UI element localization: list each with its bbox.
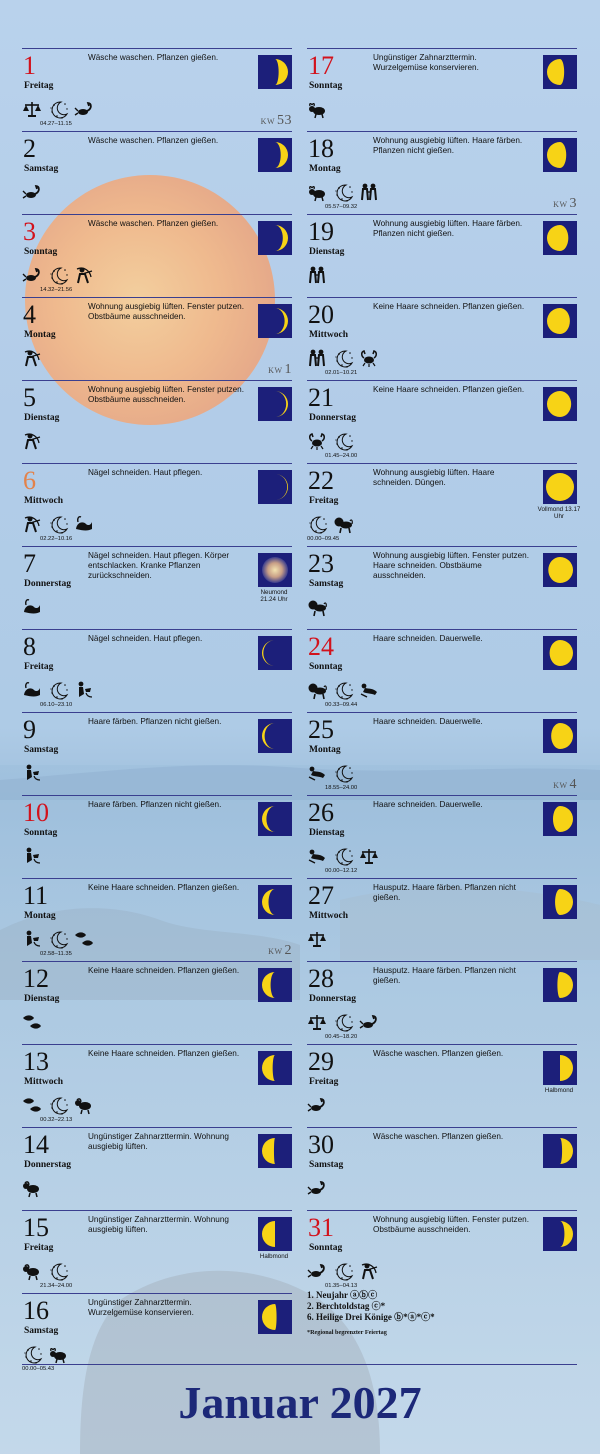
scorpio-icon (307, 1261, 327, 1281)
gemini-icon (307, 265, 327, 285)
weekday-label: Freitag (309, 1077, 339, 1087)
month-title: Januar 2027 (178, 1377, 422, 1428)
moon-phase-icon (258, 387, 292, 421)
day-cell (22, 297, 292, 380)
day-advice: Wäsche waschen. Pflanzen gießen. (88, 53, 219, 62)
cancer-icon (307, 431, 327, 451)
calendar-week-prefix: KW (553, 200, 568, 209)
day-cell (307, 214, 577, 297)
sagittarius-icon (359, 1261, 379, 1281)
leo-icon (307, 597, 327, 617)
aquarius-icon (74, 680, 94, 700)
day-advice: Haare schneiden. Dauerwelle. (373, 634, 483, 643)
day-advice: Hausputz. Haare färben. Pflanzen nicht gießen. (373, 966, 516, 985)
moon-icon (333, 763, 355, 785)
day-number: 29 (308, 1047, 334, 1076)
day-advice: Wäsche waschen. Pflanzen gießen. (88, 136, 219, 145)
calendar-week-prefix: KW (268, 366, 283, 375)
moon-phase-icon (258, 470, 292, 504)
day-advice: Keine Haare schneiden. Pflanzen gießen. (88, 966, 240, 975)
calendar-week-prefix: KW (553, 781, 568, 790)
day-number: 15 (23, 1213, 49, 1242)
day-number: 24 (308, 632, 334, 661)
day-advice: Wäsche waschen. Pflanzen gießen. (373, 1049, 504, 1058)
day-advice: Keine Haare schneiden. Pflanzen gießen. (88, 1049, 240, 1058)
day-number: 6 (23, 466, 36, 495)
day-cell (307, 1210, 577, 1293)
scorpio-icon (22, 265, 42, 285)
calendar-week-label (261, 113, 292, 129)
day-cell (307, 712, 577, 795)
day-cell (22, 795, 292, 878)
day-advice: Haare schneiden. Dauerwelle. (373, 717, 483, 726)
weekday-label: Sonntag (309, 1243, 343, 1253)
day-number: 31 (308, 1213, 334, 1242)
moon-time-range: 00.00–09.45 (307, 536, 340, 542)
day-advice: Ungünstiger Zahnarzttermin. Wohnung ausgiebig lüften. (88, 1132, 229, 1151)
day-cell (22, 878, 292, 961)
aquarius-icon (22, 846, 42, 866)
day-advice: Ungünstiger Zahnarzttermin. Wurzelgemüse konservieren. (88, 1298, 194, 1317)
moon-time-range: 18.55–24.00 (325, 785, 358, 791)
weekday-label: Donnerstag (309, 994, 356, 1004)
day-number: 14 (23, 1130, 49, 1159)
weekday-label: Samstag (24, 745, 59, 755)
virgo-icon (359, 680, 379, 700)
day-number: 23 (308, 549, 334, 578)
moon-time-range: 01.45–24.00 (325, 453, 358, 459)
day-advice: Wäsche waschen. Pflanzen gießen. (373, 1132, 504, 1141)
sagittarius-icon (22, 514, 42, 534)
day-number: 18 (308, 134, 334, 163)
aquarius-icon (22, 929, 42, 949)
day-cell (22, 1210, 292, 1293)
calendar-week-number: 53 (277, 113, 292, 128)
day-cell (307, 795, 577, 878)
scorpio-icon (74, 99, 94, 119)
day-number: 17 (308, 51, 334, 80)
sagittarius-icon (22, 431, 42, 451)
virgo-icon (307, 763, 327, 783)
weekday-label: Samstag (309, 1160, 344, 1170)
calendar-week-label (553, 777, 577, 793)
calendar-week-number: 4 (569, 777, 577, 792)
moon-time-range: 14.32–21.56 (40, 287, 73, 293)
weekday-label: Sonntag (24, 828, 58, 838)
aries-icon (74, 1095, 94, 1115)
weekday-label: Sonntag (309, 81, 343, 91)
day-number: 13 (23, 1047, 49, 1076)
moon-phase-icon (543, 138, 577, 172)
moon-icon (333, 431, 355, 453)
moon-phase-icon (258, 1134, 292, 1168)
moon-icon (333, 1012, 355, 1034)
day-cell (22, 546, 292, 629)
day-cell (22, 48, 292, 131)
weekday-label: Dienstag (309, 247, 345, 257)
moon-phase-icon (258, 1217, 292, 1251)
holiday-line: 2. Berchtoldstag ⓒ* (307, 1301, 386, 1311)
day-number: 11 (23, 881, 49, 910)
day-cell (22, 629, 292, 712)
day-cell (307, 297, 577, 380)
moon-time-range: 00.45–18.20 (325, 1034, 358, 1040)
leo-icon (307, 680, 327, 700)
moon-phase-icon (543, 802, 577, 836)
day-number: 28 (308, 964, 334, 993)
moon-phase-icon (258, 636, 292, 670)
moon-time-range: 02.22–10.16 (40, 536, 73, 542)
day-advice: Haare schneiden. Dauerwelle. (373, 800, 483, 809)
libra-icon (22, 99, 42, 119)
weekday-label: Freitag (24, 662, 54, 672)
day-number: 3 (23, 217, 36, 246)
moon-time-range: 00.00–05.43 (22, 1366, 55, 1372)
day-cell (307, 878, 577, 961)
taurus-icon (307, 182, 327, 202)
moon-icon (333, 1261, 355, 1283)
moon-phase-icon (543, 1051, 577, 1085)
moon-phase-icon (543, 304, 577, 338)
pisces-icon (22, 1095, 42, 1115)
weekday-label: Mittwoch (309, 911, 349, 921)
moon-phase-icon (258, 55, 292, 89)
moon-phase-icon (258, 802, 292, 836)
day-advice: Haare färben. Pflanzen nicht gießen. (88, 717, 222, 726)
calendar-week-label (268, 362, 292, 378)
weekday-label: Montag (24, 330, 56, 340)
scorpio-icon (22, 182, 42, 202)
moon-time-range: 02.01–10.21 (325, 370, 358, 376)
moon-phase-icon (543, 55, 577, 89)
day-cell (307, 131, 577, 214)
virgo-icon (307, 846, 327, 866)
moon-phase-icon (258, 138, 292, 172)
holiday-footnote: *Regional begrenzter Feiertag (307, 1329, 387, 1336)
calendar-week-prefix: KW (268, 947, 283, 956)
weekday-label: Dienstag (24, 994, 60, 1004)
day-cell (22, 463, 292, 546)
moon-phase-icon (543, 1134, 577, 1168)
moon-icon (307, 514, 329, 536)
cancer-icon (359, 348, 379, 368)
bottom-divider (22, 1364, 577, 1365)
weekday-label: Samstag (24, 1326, 59, 1336)
day-advice: Keine Haare schneiden. Pflanzen gießen. (373, 302, 525, 311)
pisces-icon (22, 1012, 42, 1032)
libra-icon (307, 929, 327, 949)
calendar-week-number: 3 (569, 196, 577, 211)
day-number: 21 (308, 383, 334, 412)
day-cell (307, 1044, 577, 1127)
day-advice: Nägel schneiden. Haut pflegen. Körper entschlacken. Kranke Pflanzen zurückschneiden. (88, 551, 230, 580)
day-cell (307, 1127, 577, 1210)
moon-phase-icon (258, 1300, 292, 1334)
holiday-list (307, 1290, 567, 1338)
day-cell (22, 1127, 292, 1210)
gemini-icon (359, 182, 379, 202)
moon-phase-icon (543, 1217, 577, 1251)
moon-phase-icon (543, 719, 577, 753)
calendar-week-prefix: KW (260, 117, 275, 126)
day-cell (22, 961, 292, 1044)
day-number: 22 (308, 466, 334, 495)
day-cell (307, 961, 577, 1044)
day-number: 10 (23, 798, 49, 827)
capricorn-icon (22, 680, 42, 700)
moon-phase-icon (258, 885, 292, 919)
day-advice: Wohnung ausgiebig lüften. Haare färben. Pflanzen nicht gießen. (373, 136, 523, 155)
weekday-label: Montag (309, 745, 341, 755)
moon-phase-icon (258, 719, 292, 753)
moon-phase-icon (258, 553, 292, 587)
holiday-line: 1. Neujahr ⓐⓑⓒ (307, 1290, 378, 1300)
day-advice: Hausputz. Haare färben. Pflanzen nicht gießen. (373, 883, 516, 902)
moon-phase-label: Vollmond 13.17 Uhr (537, 506, 581, 520)
moon-icon (48, 1261, 70, 1283)
weekday-label: Donnerstag (24, 1160, 71, 1170)
weekday-label: Sonntag (309, 662, 343, 672)
day-number: 2 (23, 134, 36, 163)
scorpio-icon (307, 1178, 327, 1198)
moon-phase-icon (543, 636, 577, 670)
left-day-column (22, 48, 292, 1376)
weekday-label: Dienstag (309, 828, 345, 838)
day-number: 9 (23, 715, 36, 744)
day-number: 5 (23, 383, 36, 412)
calendar-week-number: 1 (284, 362, 292, 377)
day-advice: Wohnung ausgiebig lüften. Fenster putzen. Haare schneiden. Obstbäume ausschneiden. (373, 551, 529, 580)
moon-phase-icon (258, 221, 292, 255)
moon-time-range: 00.32–22.13 (40, 1117, 73, 1123)
day-number: 26 (308, 798, 334, 827)
day-advice: Ungünstiger Zahnarzttermin. Wohnung ausgiebig lüften. (88, 1215, 229, 1234)
moon-time-range: 00.33–09.44 (325, 702, 358, 708)
leo-icon (333, 514, 353, 534)
weekday-label: Freitag (24, 81, 54, 91)
calendar-week-label (553, 196, 577, 212)
moon-icon (48, 1095, 70, 1117)
sagittarius-icon (74, 265, 94, 285)
day-advice: Ungünstiger Zahnarzttermin. Wurzelgemüse konservieren. (373, 53, 479, 72)
day-number: 1 (23, 51, 36, 80)
weekday-label: Freitag (309, 496, 339, 506)
moon-icon (48, 680, 70, 702)
day-advice: Keine Haare schneiden. Pflanzen gießen. (88, 883, 240, 892)
weekday-label: Mittwoch (309, 330, 349, 340)
moon-phase-icon (543, 553, 577, 587)
scorpio-icon (359, 1012, 379, 1032)
weekday-label: Montag (309, 164, 341, 174)
aries-icon (22, 1261, 42, 1281)
moon-icon (48, 99, 70, 121)
day-cell (307, 48, 577, 131)
weekday-label: Sonntag (24, 247, 58, 257)
day-number: 20 (308, 300, 334, 329)
weekday-label: Samstag (24, 164, 59, 174)
moon-phase-icon (543, 221, 577, 255)
moon-icon (333, 182, 355, 204)
day-cell (22, 1044, 292, 1127)
weekday-label: Dienstag (24, 413, 60, 423)
moon-icon (48, 514, 70, 536)
day-advice: Wohnung ausgiebig lüften. Fenster putzen. Obstbäume ausschneiden. (88, 385, 244, 404)
weekday-label: Montag (24, 911, 56, 921)
day-cell (22, 214, 292, 297)
right-day-column (307, 48, 581, 1293)
moon-time-range: 06.10–23.10 (40, 702, 73, 708)
day-number: 25 (308, 715, 334, 744)
day-cell (22, 712, 292, 795)
scorpio-icon (307, 1095, 327, 1115)
calendar-week-label (268, 943, 292, 959)
moon-phase-icon (543, 968, 577, 1002)
moon-time-range: 02.58–11.35 (40, 951, 72, 957)
weekday-label: Donnerstag (24, 579, 71, 589)
taurus-icon (48, 1344, 68, 1364)
day-number: 27 (308, 881, 334, 910)
day-advice: Wohnung ausgiebig lüften. Haare färben. Pflanzen nicht gießen. (373, 219, 523, 238)
day-number: 7 (23, 549, 36, 578)
capricorn-icon (22, 597, 42, 617)
day-advice: Wohnung ausgiebig lüften. Fenster putzen. Obstbäume ausschneiden. (373, 1215, 529, 1234)
day-advice: Nägel schneiden. Haut pflegen. (88, 468, 203, 477)
moon-time-range: 21.34–24.00 (40, 1283, 73, 1289)
moon-phase-icon (543, 885, 577, 919)
moon-phase-icon (258, 968, 292, 1002)
day-number: 12 (23, 964, 49, 993)
moon-icon (333, 680, 355, 702)
day-advice: Nägel schneiden. Haut pflegen. (88, 634, 203, 643)
moon-icon (333, 846, 355, 868)
moon-phase-label: Halbmond (544, 1087, 574, 1094)
day-number: 4 (23, 300, 36, 329)
day-cell (307, 380, 577, 463)
pisces-icon (74, 929, 94, 949)
gemini-icon (307, 348, 327, 368)
sagittarius-icon (22, 348, 42, 368)
day-cell (307, 546, 577, 629)
moon-time-range: 00.00–12.12 (325, 868, 358, 874)
libra-icon (359, 846, 379, 866)
day-number: 30 (308, 1130, 334, 1159)
day-advice: Wohnung ausgiebig lüften. Haare schneiden. Düngen. (373, 468, 495, 487)
weekday-label: Donnerstag (309, 413, 356, 423)
moon-phase-icon (543, 387, 577, 421)
day-number: 16 (23, 1296, 49, 1325)
moon-phase-label: Neumond 21.24 Uhr (260, 589, 288, 603)
weekday-label: Samstag (309, 579, 344, 589)
moon-phase-icon (258, 1051, 292, 1085)
day-advice: Wäsche waschen. Pflanzen gießen. (88, 219, 219, 228)
aquarius-icon (22, 763, 42, 783)
holiday-line: 6. Heilige Drei Könige ⓑ*ⓐ*ⓒ* (307, 1312, 435, 1322)
weekday-label: Freitag (24, 1243, 54, 1253)
moon-icon (333, 348, 355, 370)
day-cell (307, 463, 581, 546)
day-advice: Keine Haare schneiden. Pflanzen gießen. (373, 385, 525, 394)
day-cell (22, 131, 292, 214)
weekday-label: Mittwoch (24, 496, 64, 506)
moon-phase-icon (258, 304, 292, 338)
weekday-label: Mittwoch (24, 1077, 64, 1087)
moon-phase-label: Halbmond (259, 1253, 289, 1260)
moon-icon (22, 1344, 44, 1366)
day-advice: Wohnung ausgiebig lüften. Fenster putzen. Obstbäume ausschneiden. (88, 302, 244, 321)
moon-icon (48, 265, 70, 287)
moon-time-range: 04.27–11.15 (40, 121, 72, 127)
day-number: 8 (23, 632, 36, 661)
moon-time-range: 05.57–09.32 (325, 204, 358, 210)
day-cell (22, 380, 292, 463)
calendar-week-number: 2 (284, 943, 292, 958)
moon-icon (48, 929, 70, 951)
aries-icon (22, 1178, 42, 1198)
moon-time-range: 01.35–04.13 (325, 1283, 358, 1289)
moon-phase-icon (543, 470, 577, 504)
day-number: 19 (308, 217, 334, 246)
capricorn-icon (74, 514, 94, 534)
day-cell (307, 629, 577, 712)
taurus-icon (307, 99, 327, 119)
day-advice: Haare färben. Pflanzen nicht gießen. (88, 800, 222, 809)
libra-icon (307, 1012, 327, 1032)
